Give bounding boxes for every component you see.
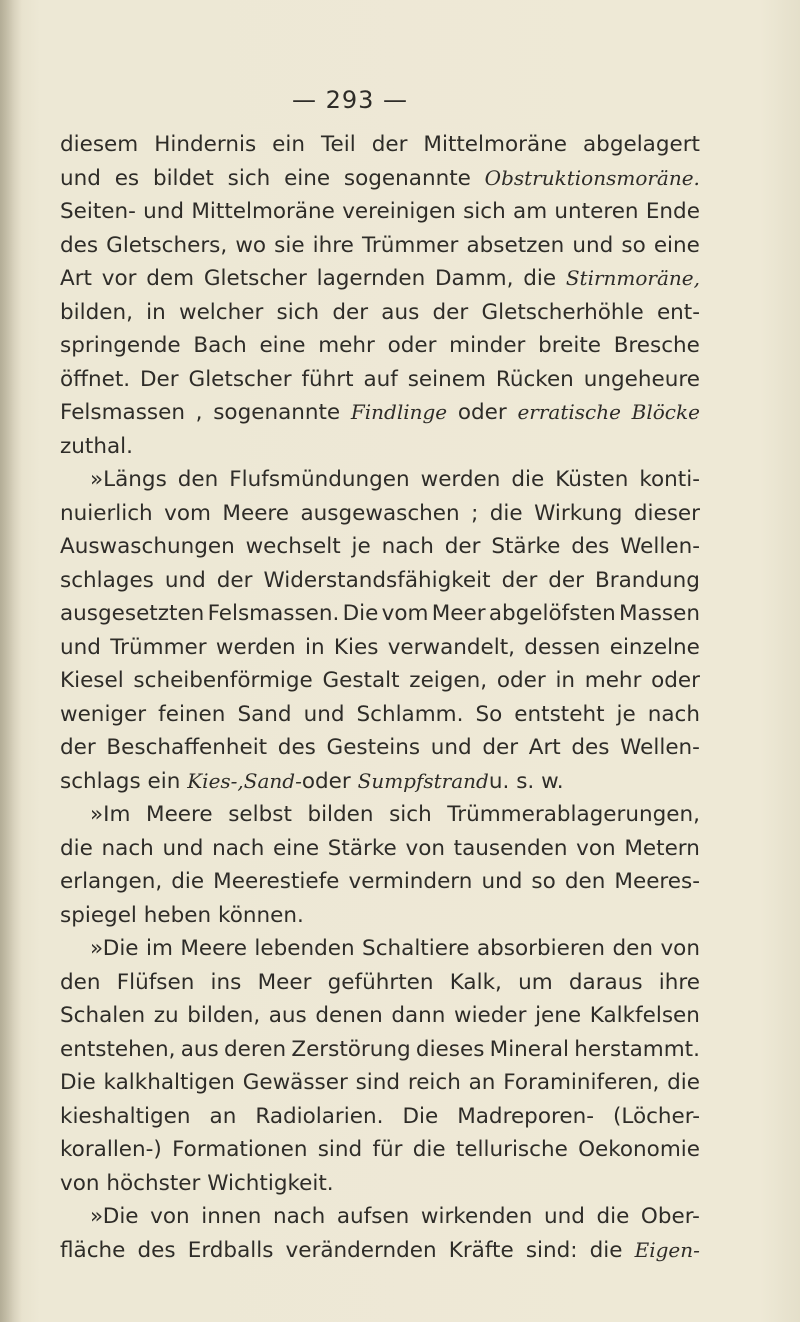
word: verändernden <box>285 1237 437 1263</box>
word: »Die <box>90 1204 139 1229</box>
page-number: — 293 — <box>291 86 409 114</box>
word: es <box>114 165 140 191</box>
word: eine <box>259 333 306 358</box>
word: absorbieren <box>476 936 606 961</box>
word: u. <box>488 768 510 794</box>
word: oder <box>301 768 351 794</box>
word: fläche <box>60 1237 126 1263</box>
word: die <box>596 1204 630 1229</box>
word: die <box>523 266 557 291</box>
word: Kiesel <box>60 668 124 693</box>
word: Damm, <box>435 266 514 291</box>
italic-term: Stirnmoräne, <box>565 266 700 290</box>
word: Hindernis <box>154 132 257 157</box>
word: an <box>468 1070 496 1095</box>
word: Gestalt <box>322 668 400 693</box>
word: Trümmerablagerungen, <box>447 802 700 827</box>
word: ein <box>147 768 181 794</box>
word: breite <box>538 333 601 358</box>
word: zu <box>153 1003 179 1028</box>
word: Stärke <box>327 835 397 861</box>
word: von <box>576 835 616 861</box>
text-line <box>60 1167 700 1201</box>
word: von <box>60 1170 100 1196</box>
word: und <box>481 869 523 894</box>
word: dieses <box>415 1036 485 1062</box>
word: welcher <box>178 299 264 325</box>
word: der <box>332 299 369 325</box>
word: einzelne <box>609 634 700 660</box>
word: ; <box>471 500 479 526</box>
text-line <box>60 229 700 263</box>
word: an <box>209 1103 237 1129</box>
word: Meeres- <box>614 869 700 894</box>
word: sich <box>463 199 506 224</box>
word: die <box>489 500 523 526</box>
word: geführten <box>327 969 434 995</box>
word: seinem <box>407 366 486 392</box>
word: »Längs <box>90 467 167 492</box>
word: oder <box>457 400 507 425</box>
word: Metern <box>624 835 700 861</box>
word: minder <box>449 333 526 358</box>
word: Die <box>60 1070 96 1095</box>
word: und <box>303 701 345 727</box>
word: Küsten <box>555 467 629 492</box>
word: eine <box>653 232 700 258</box>
word: Wirkung <box>534 500 623 526</box>
word: , <box>195 400 203 425</box>
word: Art <box>60 266 92 291</box>
word: sie <box>274 232 305 258</box>
word: führt <box>301 366 354 392</box>
word: kalkhaltigen <box>103 1070 235 1095</box>
word: verwandelt, <box>387 634 515 660</box>
word: können. <box>218 902 304 928</box>
word: erlangen, <box>60 869 163 894</box>
italic-term: Obstruktionsmoräne. <box>484 165 700 190</box>
word: konti- <box>639 467 700 492</box>
word: ausgesetzten <box>60 601 205 626</box>
word: Kalkfelsen <box>589 1003 700 1028</box>
italic-term: Blöcke <box>631 400 700 424</box>
word: Wellen- <box>620 534 700 559</box>
text-line <box>60 1033 700 1067</box>
word: abgelagert <box>583 132 700 157</box>
word: der <box>482 735 519 760</box>
text-line <box>60 1133 700 1167</box>
word: ihre <box>312 232 354 258</box>
italic-term: erratische <box>517 400 621 424</box>
word: »Die <box>90 936 139 961</box>
text-line <box>60 162 700 196</box>
italic-term: Kies-, <box>187 768 244 793</box>
word: unteren <box>554 199 639 224</box>
word: denen <box>315 1003 383 1028</box>
word: daraus <box>568 969 643 995</box>
word: Gletscher <box>203 266 307 291</box>
word: Kies <box>333 634 379 660</box>
word: Der <box>140 366 179 392</box>
word: so <box>621 232 646 258</box>
text-line <box>60 564 700 598</box>
text-line <box>60 463 700 497</box>
word: des <box>571 534 610 559</box>
word: sind: <box>525 1237 578 1263</box>
word: jene <box>535 1003 582 1028</box>
text-line <box>60 932 700 966</box>
italic-term: Sand- <box>243 768 302 793</box>
word: sich <box>389 802 432 827</box>
word: öffnet. <box>60 366 131 392</box>
word: von <box>150 1204 190 1229</box>
word: den <box>60 969 101 995</box>
word: des <box>571 735 610 760</box>
word: des <box>137 1237 176 1263</box>
word: in <box>146 299 166 325</box>
word: sich <box>276 299 320 325</box>
word: Gletscherhöhle <box>481 299 644 325</box>
word: um <box>518 969 553 995</box>
word: abgelöfsten <box>488 601 616 626</box>
word: aus <box>381 299 420 325</box>
text-line <box>60 664 700 698</box>
text-line <box>60 1234 700 1268</box>
word: Gesteins <box>326 735 421 760</box>
word: wirkenden <box>420 1204 533 1229</box>
word: Teil <box>321 132 356 157</box>
word: Schaltiere <box>362 936 470 961</box>
word: und <box>164 567 206 593</box>
word: nach <box>212 835 265 861</box>
word: Trümmer <box>361 232 459 258</box>
word: Madreporen- <box>457 1103 594 1129</box>
word: des <box>60 232 99 258</box>
word: Rücken <box>495 366 574 392</box>
word: die <box>171 869 205 894</box>
word: Gletschers, <box>106 232 228 258</box>
word: zeigen, <box>409 668 488 693</box>
word: aufsen <box>336 1204 410 1229</box>
word: tellurische <box>455 1137 568 1162</box>
word: Seiten- <box>60 199 136 224</box>
word: korallen-) <box>60 1137 162 1162</box>
word: die <box>667 1070 700 1095</box>
word: kieshaltigen <box>60 1103 191 1129</box>
word: lebenden <box>254 936 355 961</box>
word: der <box>432 299 469 325</box>
word: der <box>444 534 481 559</box>
word: s. <box>516 768 535 794</box>
word: Oekonomie <box>578 1137 700 1162</box>
word: tausenden <box>453 835 568 861</box>
word: deren <box>223 1036 287 1062</box>
word: Meere <box>222 500 290 526</box>
word: spiegel <box>60 902 137 928</box>
word: den <box>177 467 219 492</box>
text-line <box>60 128 700 162</box>
word: Meere <box>180 936 247 961</box>
text-line <box>60 765 700 799</box>
word: w. <box>541 768 564 794</box>
word: werden <box>215 634 296 660</box>
word: Widerstandsfähigkeit <box>263 567 491 593</box>
word: Flufsmündungen <box>229 467 410 492</box>
word: vermindern <box>348 869 473 894</box>
word: der <box>501 567 538 593</box>
word: entstehen, <box>60 1036 176 1062</box>
word: und <box>543 1204 585 1229</box>
word: Bresche <box>613 333 700 358</box>
word: den <box>612 936 653 961</box>
word: innen <box>201 1204 262 1229</box>
text-line <box>60 195 700 229</box>
word: so <box>531 869 556 894</box>
word: entsteht <box>514 701 605 727</box>
word: eine <box>273 835 320 861</box>
word: je <box>616 701 636 727</box>
word: Zerstörung <box>291 1036 411 1062</box>
word: Schalen <box>60 1003 146 1028</box>
word: nach <box>647 701 700 727</box>
word: vom <box>381 601 429 626</box>
word: Wellen- <box>620 735 700 760</box>
word: höchster <box>106 1170 201 1196</box>
text-line <box>60 430 700 464</box>
word: bildet <box>152 165 214 191</box>
word: Mineral <box>489 1036 570 1062</box>
word: Kräfte <box>448 1237 514 1263</box>
word: Gewässer <box>242 1070 348 1095</box>
word: Auswaschungen <box>60 534 235 559</box>
text-line <box>60 865 700 899</box>
word: Felsmassen. <box>207 601 340 626</box>
text-line <box>60 966 700 1000</box>
word: Mittelmoräne <box>423 132 567 157</box>
word: dann <box>391 1003 446 1028</box>
word: vor <box>101 266 137 291</box>
word: Stärke <box>491 534 561 559</box>
italic-term: Findlinge <box>350 400 448 424</box>
word: werden <box>420 467 501 492</box>
word: Trümmer <box>110 634 207 660</box>
word: eine <box>284 165 331 191</box>
word: dieser <box>633 500 700 526</box>
text-line <box>60 597 700 631</box>
word: und <box>60 634 101 660</box>
word: vereinigen <box>342 199 456 224</box>
text-line <box>60 262 700 296</box>
word: und <box>430 735 472 760</box>
word: Flüfsen <box>116 969 195 995</box>
word: im <box>145 936 173 961</box>
text-line <box>60 698 700 732</box>
word: mehr <box>318 333 375 358</box>
word: der <box>371 132 408 157</box>
word: Foraminiferen, <box>503 1070 660 1095</box>
word: die <box>412 1137 446 1162</box>
word: der <box>548 567 584 593</box>
word: aus <box>180 1036 219 1062</box>
text-line <box>60 497 700 531</box>
italic-term: Eigen- <box>634 1237 700 1262</box>
word: diesem <box>60 132 139 157</box>
word: und <box>572 232 614 258</box>
text-line <box>60 1200 700 1234</box>
word: auf <box>363 366 398 392</box>
word: »Im <box>90 802 131 827</box>
word: Erdballs <box>187 1237 274 1263</box>
word: die <box>589 1237 623 1263</box>
word: Meerestiefe <box>213 869 340 894</box>
word: Mittelmoräne <box>191 199 335 224</box>
word: je <box>351 534 371 559</box>
word: wechselt <box>245 534 341 559</box>
word: der <box>60 735 96 760</box>
word: oder <box>651 668 700 693</box>
word: am <box>513 199 548 224</box>
word: den <box>564 869 606 894</box>
word: des <box>277 735 316 760</box>
word: Massen <box>618 601 700 626</box>
word: reich <box>407 1070 461 1095</box>
text-line <box>60 396 700 430</box>
word: herstammt. <box>574 1036 700 1062</box>
text-line <box>60 798 700 832</box>
text-line <box>60 363 700 397</box>
word: bilden, <box>187 1003 261 1028</box>
text-line <box>60 1066 700 1100</box>
word: ins <box>210 969 242 995</box>
word: Felsmassen <box>60 400 185 425</box>
text-line <box>60 530 700 564</box>
word: Sand <box>237 701 292 727</box>
word: schlags <box>60 768 141 794</box>
word: dessen <box>524 634 601 660</box>
word: und <box>162 835 204 861</box>
word: Formationen <box>172 1137 308 1162</box>
word: heben <box>143 902 212 928</box>
word: Bach <box>193 333 247 358</box>
word: Art <box>528 735 561 760</box>
text-line <box>60 631 700 665</box>
text-line <box>60 899 700 933</box>
word: ent- <box>656 299 700 325</box>
word: zuthal. <box>60 433 133 459</box>
binding-shadow <box>0 0 22 1322</box>
text-line <box>60 999 700 1033</box>
word: lagernden <box>316 266 426 291</box>
word: nach <box>272 1204 326 1229</box>
word: der <box>216 567 253 593</box>
word: Radiolarien. <box>255 1103 384 1129</box>
word: sogenannte <box>343 165 471 191</box>
word: bilden <box>307 802 374 827</box>
word: die <box>511 467 545 492</box>
text-line <box>60 296 700 330</box>
word: nach <box>101 835 154 861</box>
word: feinen <box>158 701 226 727</box>
word: die <box>60 835 93 861</box>
word: selbst <box>228 802 292 827</box>
word: sind <box>317 1137 363 1162</box>
word: Beschaffenheit <box>106 735 268 760</box>
word: Wichtigkeit. <box>207 1170 334 1196</box>
word: ungeheure <box>583 366 700 392</box>
word: Gletscher <box>188 366 292 392</box>
text-line <box>60 832 700 866</box>
word: ihre <box>658 969 700 995</box>
word: nach <box>381 534 434 559</box>
word: So <box>475 701 503 727</box>
word: und <box>143 199 185 224</box>
word: scheibenförmige <box>133 668 313 693</box>
word: absetzen <box>466 232 565 258</box>
word: sich <box>227 165 271 191</box>
word: mehr <box>584 668 642 693</box>
word: und <box>60 165 101 191</box>
word: Die <box>342 601 379 626</box>
word: (Löcher- <box>612 1103 700 1129</box>
word: aus <box>268 1003 307 1028</box>
word: vom <box>164 500 211 526</box>
word: von <box>660 936 700 961</box>
word: bilden, <box>60 299 133 325</box>
word: Die <box>402 1103 439 1129</box>
word: Brandung <box>595 567 700 593</box>
word: Schlamm. <box>356 701 464 727</box>
word: für <box>372 1137 403 1162</box>
italic-term: Sumpfstrand <box>357 768 489 793</box>
word: ein <box>272 132 305 157</box>
text-line <box>60 731 700 765</box>
word: von <box>405 835 445 861</box>
word: wo <box>235 232 267 258</box>
word: dem <box>146 266 195 291</box>
word: in <box>304 634 325 660</box>
word: oder <box>496 668 546 693</box>
word: weniger <box>60 701 147 727</box>
word: schlages <box>60 567 154 593</box>
word: oder <box>387 333 437 358</box>
word: Kalk, <box>449 969 502 995</box>
word: sind <box>355 1070 401 1095</box>
text-line <box>60 329 700 363</box>
word: ausgewaschen <box>300 500 460 526</box>
word: nuierlich <box>60 500 153 526</box>
word: wieder <box>453 1003 527 1028</box>
word: Ober- <box>640 1204 700 1229</box>
body-text <box>60 128 700 1267</box>
word: sogenannte <box>213 400 341 425</box>
word: Meere <box>146 802 213 827</box>
word: in <box>555 668 576 693</box>
word: Ende <box>645 199 700 224</box>
text-line <box>60 1100 700 1134</box>
word: Meer <box>431 601 486 626</box>
word: Meer <box>257 969 312 995</box>
word: springende <box>60 333 181 358</box>
